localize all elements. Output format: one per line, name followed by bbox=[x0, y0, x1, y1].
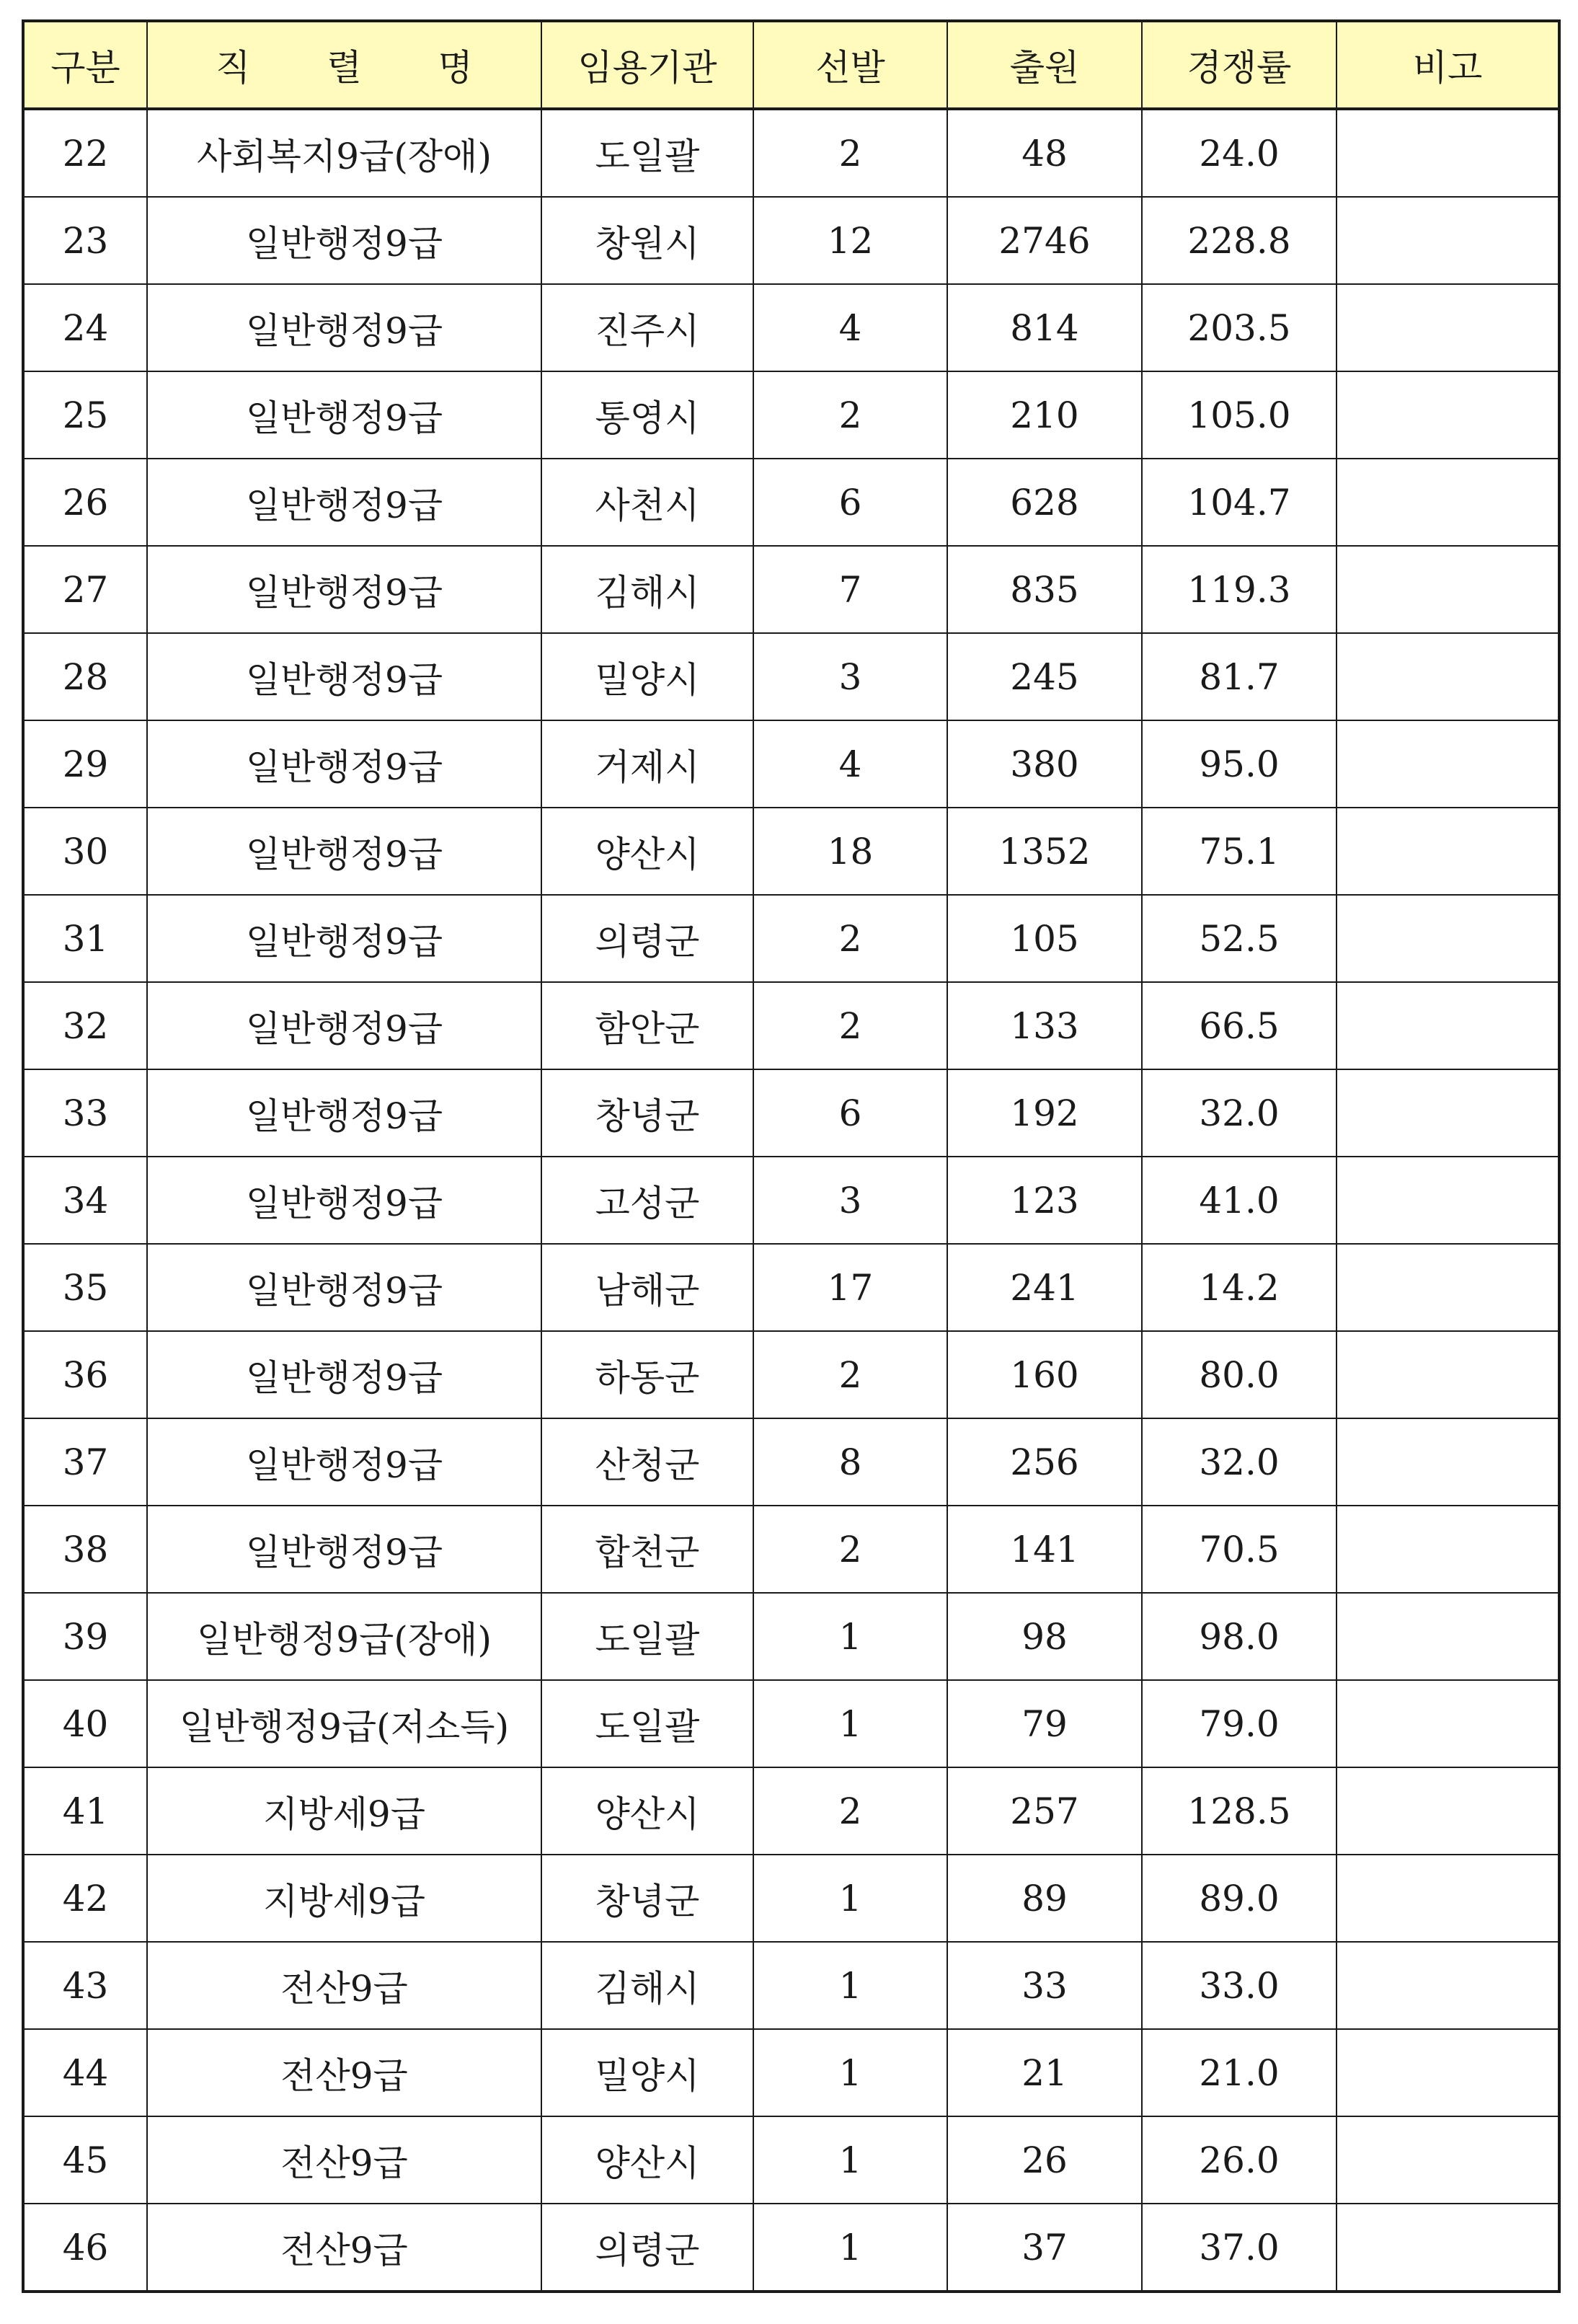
cell-applicants: 160 bbox=[947, 1331, 1142, 1418]
cell-competition-ratio: 24.0 bbox=[1142, 109, 1337, 197]
cell-category: 33 bbox=[23, 1069, 147, 1157]
cell-selected: 3 bbox=[753, 633, 947, 720]
cell-appointing-agency: 진주시 bbox=[541, 284, 753, 371]
cell-competition-ratio: 80.0 bbox=[1142, 1331, 1337, 1418]
cell-competition-ratio: 66.5 bbox=[1142, 982, 1337, 1069]
cell-selected: 1 bbox=[753, 1942, 947, 2029]
table-row bbox=[23, 1680, 1559, 1767]
cell-competition-ratio: 104.7 bbox=[1142, 459, 1337, 546]
cell-competition-ratio: 33.0 bbox=[1142, 1942, 1337, 2029]
cell-appointing-agency: 창녕군 bbox=[541, 1855, 753, 1942]
cell-competition-ratio: 95.0 bbox=[1142, 720, 1337, 808]
cell-job-series: 일반행정9급 bbox=[147, 546, 541, 633]
table-body bbox=[23, 109, 1559, 2292]
cell-appointing-agency: 산청군 bbox=[541, 1418, 753, 1506]
cell-applicants: 37 bbox=[947, 2204, 1142, 2292]
cell-job-series: 지방세9급 bbox=[147, 1767, 541, 1855]
cell-selected: 2 bbox=[753, 1506, 947, 1593]
cell-selected: 1 bbox=[753, 2116, 947, 2204]
cell-remarks bbox=[1337, 284, 1559, 371]
cell-category: 34 bbox=[23, 1157, 147, 1244]
cell-appointing-agency: 양산시 bbox=[541, 808, 753, 895]
cell-applicants: 245 bbox=[947, 633, 1142, 720]
cell-remarks bbox=[1337, 1942, 1559, 2029]
cell-appointing-agency: 고성군 bbox=[541, 1157, 753, 1244]
cell-applicants: 835 bbox=[947, 546, 1142, 633]
cell-applicants: 21 bbox=[947, 2029, 1142, 2116]
table-row bbox=[23, 633, 1559, 720]
header-applicants: 출원 bbox=[947, 21, 1142, 109]
cell-job-series: 일반행정9급 bbox=[147, 1069, 541, 1157]
cell-category: 23 bbox=[23, 197, 147, 284]
cell-category: 32 bbox=[23, 982, 147, 1069]
header-remarks: 비고 bbox=[1337, 21, 1559, 109]
cell-applicants: 241 bbox=[947, 1244, 1142, 1331]
cell-job-series: 일반행정9급 bbox=[147, 982, 541, 1069]
table-row bbox=[23, 2029, 1559, 2116]
cell-selected: 18 bbox=[753, 808, 947, 895]
cell-selected: 1 bbox=[753, 1593, 947, 1680]
cell-applicants: 210 bbox=[947, 371, 1142, 459]
cell-remarks bbox=[1337, 808, 1559, 895]
table-row bbox=[23, 459, 1559, 546]
cell-competition-ratio: 32.0 bbox=[1142, 1418, 1337, 1506]
cell-appointing-agency: 창원시 bbox=[541, 197, 753, 284]
cell-competition-ratio: 75.1 bbox=[1142, 808, 1337, 895]
cell-selected: 12 bbox=[753, 197, 947, 284]
cell-remarks bbox=[1337, 197, 1559, 284]
cell-category: 40 bbox=[23, 1680, 147, 1767]
cell-appointing-agency: 밀양시 bbox=[541, 2029, 753, 2116]
cell-applicants: 123 bbox=[947, 1157, 1142, 1244]
cell-job-series: 일반행정9급 bbox=[147, 459, 541, 546]
cell-remarks bbox=[1337, 1244, 1559, 1331]
cell-job-series: 전산9급 bbox=[147, 2116, 541, 2204]
cell-applicants: 814 bbox=[947, 284, 1142, 371]
cell-job-series: 전산9급 bbox=[147, 2204, 541, 2292]
cell-selected: 4 bbox=[753, 284, 947, 371]
cell-competition-ratio: 81.7 bbox=[1142, 633, 1337, 720]
cell-category: 44 bbox=[23, 2029, 147, 2116]
cell-remarks bbox=[1337, 633, 1559, 720]
cell-appointing-agency: 하동군 bbox=[541, 1331, 753, 1418]
cell-job-series: 일반행정9급 bbox=[147, 1418, 541, 1506]
cell-remarks bbox=[1337, 1593, 1559, 1680]
header-competition-ratio: 경쟁률 bbox=[1142, 21, 1337, 109]
header-job-series: 직 렬 명 bbox=[147, 21, 541, 109]
cell-category: 41 bbox=[23, 1767, 147, 1855]
cell-job-series: 전산9급 bbox=[147, 1942, 541, 2029]
cell-remarks bbox=[1337, 1855, 1559, 1942]
cell-appointing-agency: 도일괄 bbox=[541, 109, 753, 197]
cell-appointing-agency: 의령군 bbox=[541, 2204, 753, 2292]
table-row bbox=[23, 546, 1559, 633]
cell-competition-ratio: 70.5 bbox=[1142, 1506, 1337, 1593]
cell-selected: 17 bbox=[753, 1244, 947, 1331]
cell-appointing-agency: 통영시 bbox=[541, 371, 753, 459]
table-row bbox=[23, 1767, 1559, 1855]
cell-appointing-agency: 함안군 bbox=[541, 982, 753, 1069]
cell-competition-ratio: 89.0 bbox=[1142, 1855, 1337, 1942]
cell-selected: 1 bbox=[753, 1855, 947, 1942]
table-row bbox=[23, 371, 1559, 459]
table-row bbox=[23, 1593, 1559, 1680]
table-row bbox=[23, 982, 1559, 1069]
cell-selected: 6 bbox=[753, 459, 947, 546]
cell-applicants: 257 bbox=[947, 1767, 1142, 1855]
cell-appointing-agency: 남해군 bbox=[541, 1244, 753, 1331]
table-row bbox=[23, 197, 1559, 284]
cell-category: 22 bbox=[23, 109, 147, 197]
cell-applicants: 79 bbox=[947, 1680, 1142, 1767]
table-row bbox=[23, 1506, 1559, 1593]
table-row bbox=[23, 895, 1559, 982]
cell-appointing-agency: 거제시 bbox=[541, 720, 753, 808]
cell-remarks bbox=[1337, 1331, 1559, 1418]
cell-job-series: 일반행정9급(장애) bbox=[147, 1593, 541, 1680]
cell-job-series: 일반행정9급(저소득) bbox=[147, 1680, 541, 1767]
header-category: 구분 bbox=[23, 21, 147, 109]
recruitment-table bbox=[22, 19, 1561, 2293]
cell-job-series: 일반행정9급 bbox=[147, 1244, 541, 1331]
cell-appointing-agency: 도일괄 bbox=[541, 1680, 753, 1767]
cell-category: 35 bbox=[23, 1244, 147, 1331]
cell-job-series: 일반행정9급 bbox=[147, 1157, 541, 1244]
cell-applicants: 380 bbox=[947, 720, 1142, 808]
cell-selected: 3 bbox=[753, 1157, 947, 1244]
cell-selected: 2 bbox=[753, 109, 947, 197]
table-row bbox=[23, 1157, 1559, 1244]
cell-competition-ratio: 79.0 bbox=[1142, 1680, 1337, 1767]
cell-selected: 2 bbox=[753, 371, 947, 459]
cell-category: 46 bbox=[23, 2204, 147, 2292]
cell-appointing-agency: 도일괄 bbox=[541, 1593, 753, 1680]
cell-remarks bbox=[1337, 1680, 1559, 1767]
cell-remarks bbox=[1337, 895, 1559, 982]
cell-appointing-agency: 창녕군 bbox=[541, 1069, 753, 1157]
cell-appointing-agency: 합천군 bbox=[541, 1506, 753, 1593]
cell-competition-ratio: 37.0 bbox=[1142, 2204, 1337, 2292]
cell-job-series: 일반행정9급 bbox=[147, 284, 541, 371]
cell-competition-ratio: 105.0 bbox=[1142, 371, 1337, 459]
cell-applicants: 89 bbox=[947, 1855, 1142, 1942]
cell-job-series: 일반행정9급 bbox=[147, 720, 541, 808]
cell-remarks bbox=[1337, 1418, 1559, 1506]
cell-applicants: 48 bbox=[947, 109, 1142, 197]
cell-job-series: 전산9급 bbox=[147, 2029, 541, 2116]
cell-selected: 4 bbox=[753, 720, 947, 808]
cell-category: 29 bbox=[23, 720, 147, 808]
cell-category: 27 bbox=[23, 546, 147, 633]
cell-job-series: 일반행정9급 bbox=[147, 808, 541, 895]
cell-remarks bbox=[1337, 1767, 1559, 1855]
cell-remarks bbox=[1337, 1157, 1559, 1244]
table-row bbox=[23, 1855, 1559, 1942]
cell-competition-ratio: 32.0 bbox=[1142, 1069, 1337, 1157]
cell-competition-ratio: 98.0 bbox=[1142, 1593, 1337, 1680]
table-row bbox=[23, 1942, 1559, 2029]
cell-selected: 2 bbox=[753, 1767, 947, 1855]
cell-selected: 2 bbox=[753, 1331, 947, 1418]
cell-job-series: 사회복지9급(장애) bbox=[147, 109, 541, 197]
cell-category: 25 bbox=[23, 371, 147, 459]
cell-category: 37 bbox=[23, 1418, 147, 1506]
cell-appointing-agency: 사천시 bbox=[541, 459, 753, 546]
cell-job-series: 일반행정9급 bbox=[147, 371, 541, 459]
cell-selected: 1 bbox=[753, 2204, 947, 2292]
cell-selected: 1 bbox=[753, 2029, 947, 2116]
cell-job-series: 일반행정9급 bbox=[147, 1331, 541, 1418]
cell-applicants: 26 bbox=[947, 2116, 1142, 2204]
table-header bbox=[23, 21, 1559, 109]
table-row bbox=[23, 808, 1559, 895]
cell-applicants: 98 bbox=[947, 1593, 1142, 1680]
cell-applicants: 192 bbox=[947, 1069, 1142, 1157]
cell-category: 26 bbox=[23, 459, 147, 546]
cell-appointing-agency: 양산시 bbox=[541, 2116, 753, 2204]
cell-appointing-agency: 김해시 bbox=[541, 546, 753, 633]
cell-applicants: 256 bbox=[947, 1418, 1142, 1506]
cell-competition-ratio: 228.8 bbox=[1142, 197, 1337, 284]
cell-applicants: 2746 bbox=[947, 197, 1142, 284]
cell-remarks bbox=[1337, 109, 1559, 197]
cell-competition-ratio: 26.0 bbox=[1142, 2116, 1337, 2204]
cell-competition-ratio: 52.5 bbox=[1142, 895, 1337, 982]
header-selected: 선발 bbox=[753, 21, 947, 109]
cell-job-series: 일반행정9급 bbox=[147, 1506, 541, 1593]
header-row bbox=[23, 21, 1559, 109]
cell-appointing-agency: 의령군 bbox=[541, 895, 753, 982]
table-row bbox=[23, 1244, 1559, 1331]
cell-category: 39 bbox=[23, 1593, 147, 1680]
cell-applicants: 133 bbox=[947, 982, 1142, 1069]
cell-applicants: 105 bbox=[947, 895, 1142, 982]
cell-remarks bbox=[1337, 1069, 1559, 1157]
table-row bbox=[23, 2116, 1559, 2204]
cell-category: 24 bbox=[23, 284, 147, 371]
cell-remarks bbox=[1337, 2116, 1559, 2204]
table-row bbox=[23, 1069, 1559, 1157]
cell-category: 45 bbox=[23, 2116, 147, 2204]
cell-category: 38 bbox=[23, 1506, 147, 1593]
table-row bbox=[23, 284, 1559, 371]
cell-job-series: 일반행정9급 bbox=[147, 197, 541, 284]
cell-selected: 2 bbox=[753, 982, 947, 1069]
table-row bbox=[23, 1418, 1559, 1506]
cell-applicants: 141 bbox=[947, 1506, 1142, 1593]
cell-competition-ratio: 128.5 bbox=[1142, 1767, 1337, 1855]
cell-selected: 7 bbox=[753, 546, 947, 633]
cell-remarks bbox=[1337, 2029, 1559, 2116]
cell-applicants: 1352 bbox=[947, 808, 1142, 895]
cell-remarks bbox=[1337, 720, 1559, 808]
cell-competition-ratio: 41.0 bbox=[1142, 1157, 1337, 1244]
cell-category: 28 bbox=[23, 633, 147, 720]
cell-job-series: 일반행정9급 bbox=[147, 895, 541, 982]
cell-competition-ratio: 21.0 bbox=[1142, 2029, 1337, 2116]
cell-appointing-agency: 밀양시 bbox=[541, 633, 753, 720]
cell-selected: 2 bbox=[753, 895, 947, 982]
cell-competition-ratio: 119.3 bbox=[1142, 546, 1337, 633]
cell-remarks bbox=[1337, 1506, 1559, 1593]
cell-remarks bbox=[1337, 2204, 1559, 2292]
cell-selected: 8 bbox=[753, 1418, 947, 1506]
cell-competition-ratio: 14.2 bbox=[1142, 1244, 1337, 1331]
cell-remarks bbox=[1337, 371, 1559, 459]
cell-appointing-agency: 김해시 bbox=[541, 1942, 753, 2029]
header-appointing-agency: 임용기관 bbox=[541, 21, 753, 109]
table-row bbox=[23, 2204, 1559, 2292]
cell-category: 36 bbox=[23, 1331, 147, 1418]
table-row bbox=[23, 109, 1559, 197]
table-row bbox=[23, 1331, 1559, 1418]
cell-applicants: 33 bbox=[947, 1942, 1142, 2029]
cell-selected: 1 bbox=[753, 1680, 947, 1767]
cell-selected: 6 bbox=[753, 1069, 947, 1157]
cell-job-series: 일반행정9급 bbox=[147, 633, 541, 720]
cell-remarks bbox=[1337, 982, 1559, 1069]
cell-category: 43 bbox=[23, 1942, 147, 2029]
cell-appointing-agency: 양산시 bbox=[541, 1767, 753, 1855]
cell-category: 42 bbox=[23, 1855, 147, 1942]
cell-remarks bbox=[1337, 546, 1559, 633]
cell-applicants: 628 bbox=[947, 459, 1142, 546]
cell-job-series: 지방세9급 bbox=[147, 1855, 541, 1942]
cell-category: 30 bbox=[23, 808, 147, 895]
table-row bbox=[23, 720, 1559, 808]
cell-remarks bbox=[1337, 459, 1559, 546]
cell-competition-ratio: 203.5 bbox=[1142, 284, 1337, 371]
cell-category: 31 bbox=[23, 895, 147, 982]
